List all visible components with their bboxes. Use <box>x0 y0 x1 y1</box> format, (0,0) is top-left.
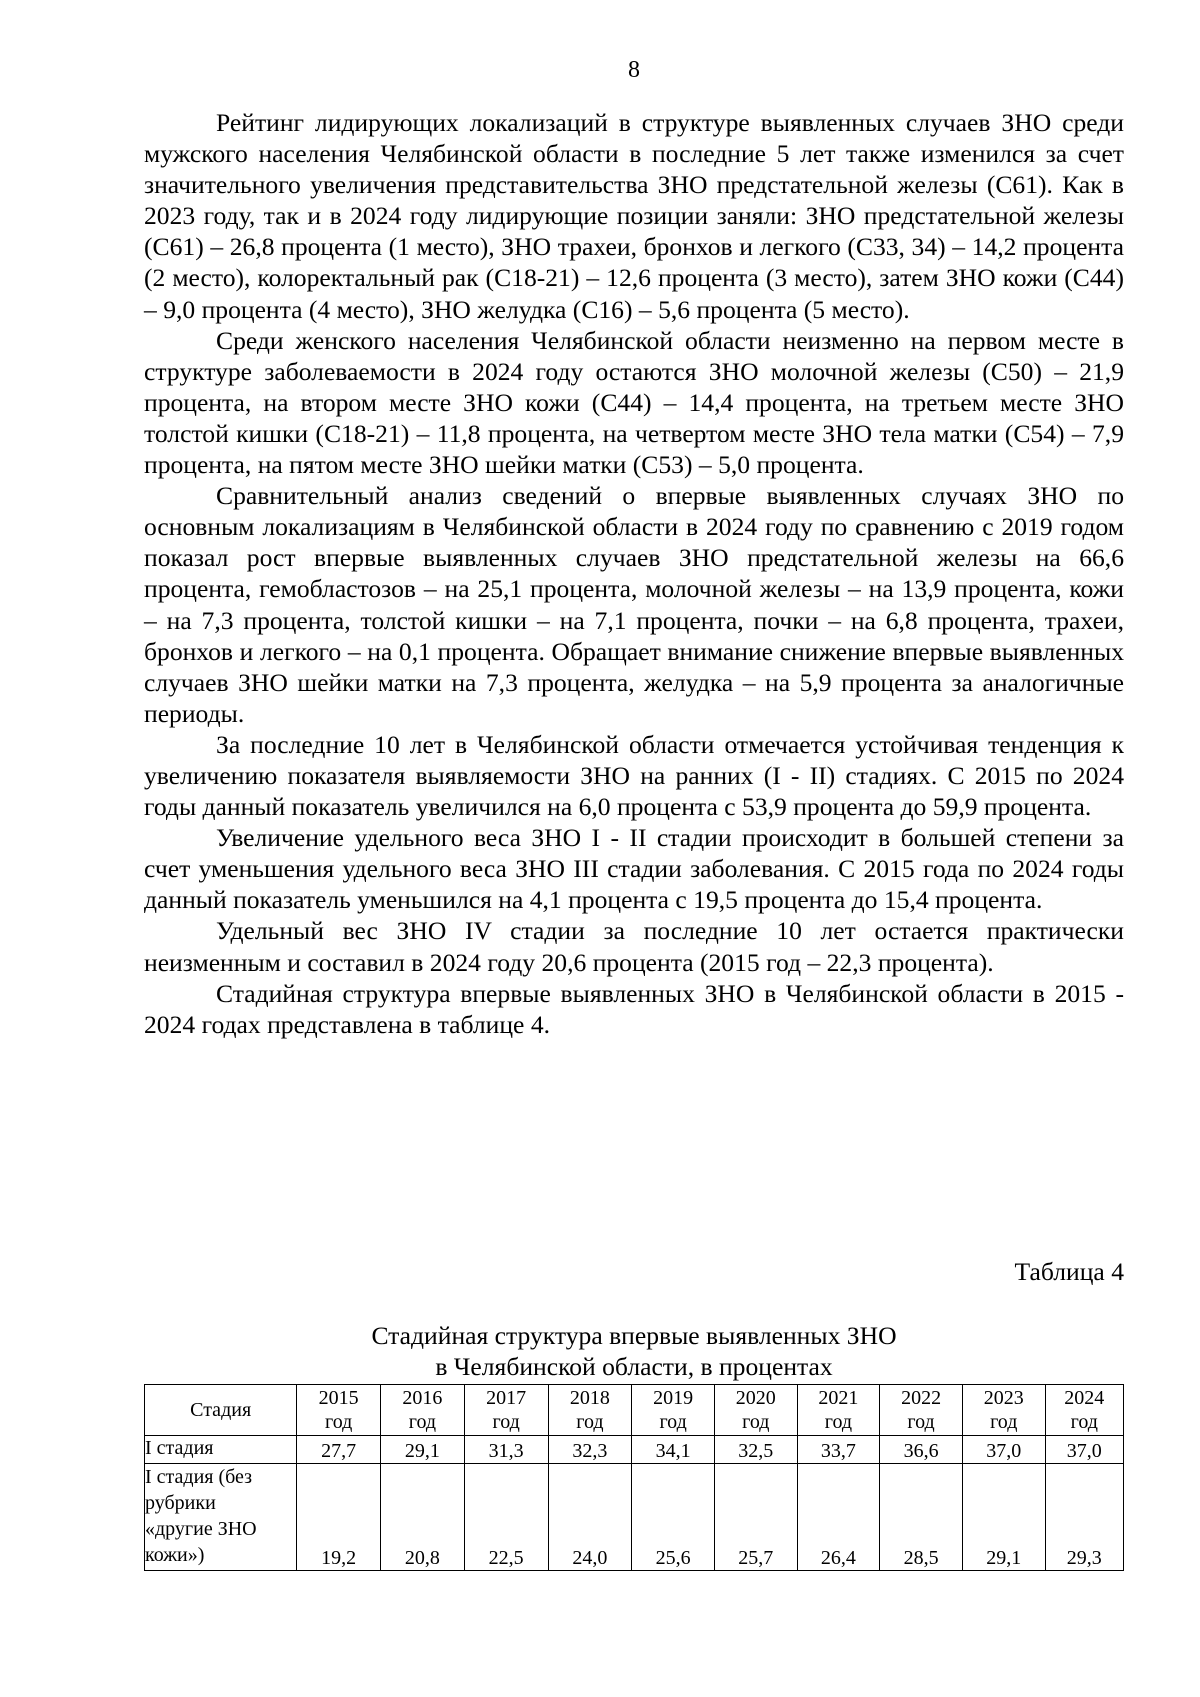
paragraph-early-stage-trend: За последние 10 лет в Челябинской области отмечается устойчивая тенденция к увеличению показателя выявляемости ЗНО на ранних (I - II) стадиях. С 2015 по 2024 годы данный показатель увеличился на 6,0 процента с 53,9 процента до 59,9 процента. <box>144 729 1124 822</box>
table-cell: 29,1 <box>381 1436 465 1464</box>
header-year <box>464 1385 548 1436</box>
header-year <box>381 1385 465 1436</box>
header-year-unit: год <box>907 1411 935 1433</box>
header-year-value: 2024 <box>1064 1387 1105 1409</box>
table-cell: 34,1 <box>632 1436 715 1464</box>
paragraph-comparative-analysis: Сравнительный анализ сведений о впервые выявленных случаях ЗНО по основным локализациям в Челябинской области в 2024 году по сравнению с 2019 годом показал рост впервые выявленных случаев ЗНО предстательной железы на 66,6 процента, гемобластозов – на 25,1 процента, молочной железы – на 13,9 процента, кожи – на 7,3 процента, толстой кишки – на 7,1 процента, почки – на 6,8 процента, трахеи, бронхов и легкого – на 0,1 процента. Обращает внимание снижение впервые выявленных случаев ЗНО шейки матки на 7,3 процента, желудка – на 5,9 процента за аналогичные периоды. <box>144 481 1124 728</box>
row-stage-label: I стадия <box>145 1436 297 1464</box>
table-row <box>145 1436 1124 1464</box>
header-year-value: 2016 <box>402 1387 443 1409</box>
table-cell: 20,8 <box>381 1464 465 1571</box>
header-year-value: 2015 <box>318 1387 359 1409</box>
paragraph-stage-four-share: Удельный вес ЗНО IV стадии за последние 10 лет остается практически неизменным и составил в 2024 году 20,6 процента (2015 год – 22,3 процента). <box>144 916 1124 977</box>
table-cell: 37,0 <box>962 1436 1045 1464</box>
header-year-unit: год <box>408 1411 437 1433</box>
table-cell: 33,7 <box>797 1436 880 1464</box>
table-title <box>144 1320 1124 1382</box>
header-stage: Стадия <box>145 1385 297 1436</box>
table-row <box>145 1464 1124 1571</box>
row-stage-label-line: рубрики <box>145 1492 216 1514</box>
table-cell: 32,5 <box>714 1436 797 1464</box>
table-cell: 37,0 <box>1045 1436 1123 1464</box>
table-cell: 25,6 <box>632 1464 715 1571</box>
table-cell: 26,4 <box>797 1464 880 1571</box>
header-year-value: 2023 <box>983 1387 1024 1409</box>
table-cell: 22,5 <box>464 1464 548 1571</box>
header-year <box>797 1385 880 1436</box>
header-year-value: 2021 <box>818 1387 859 1409</box>
header-year <box>632 1385 715 1436</box>
table-cell: 28,5 <box>880 1464 963 1571</box>
row-stage-label <box>145 1464 297 1571</box>
header-year <box>962 1385 1045 1436</box>
table-cell: 29,3 <box>1045 1464 1123 1571</box>
header-year-unit: год <box>742 1411 770 1433</box>
header-year-unit: год <box>492 1411 520 1433</box>
header-year-value: 2017 <box>486 1387 527 1409</box>
row-stage-label-line: «другие ЗНО <box>145 1518 257 1540</box>
table-cell: 25,7 <box>714 1464 797 1571</box>
header-year <box>880 1385 963 1436</box>
header-year <box>548 1385 632 1436</box>
header-year-unit: год <box>990 1411 1018 1433</box>
header-year-value: 2022 <box>901 1387 942 1409</box>
paragraph-female-ranking: Среди женского населения Челябинской области неизменно на первом месте в структуре заболеваемости в 2024 году остаются ЗНО молочной железы (С50) – 21,9 процента, на втором месте ЗНО кожи (С44) – 14,4 процента, на третьем месте ЗНО толстой кишки (С18-21) – 11,8 процента, на четвертом месте ЗНО тела матки (С54) – 7,9 процента, на пятом месте ЗНО шейки матки (С53) – 5,0 процента. <box>144 325 1124 480</box>
table-cell: 31,3 <box>464 1436 548 1464</box>
header-year-value: 2019 <box>653 1387 694 1409</box>
table-header-row <box>145 1385 1124 1436</box>
header-year <box>1045 1385 1123 1436</box>
table-cell: 36,6 <box>880 1436 963 1464</box>
page-number: 8 <box>628 57 640 83</box>
table-title-line-2: в Челябинской области, в процентах <box>435 1352 833 1381</box>
header-year <box>714 1385 797 1436</box>
table-cell: 32,3 <box>548 1436 632 1464</box>
table-label: Таблица 4 <box>1014 1257 1124 1286</box>
table-cell: 19,2 <box>297 1464 381 1571</box>
header-year <box>297 1385 381 1436</box>
paragraph-table-reference: Стадийная структура впервые выявленных ЗНО в Челябинской области в 2015 - 2024 годах представлена в таблице 4. <box>144 978 1124 1039</box>
header-year-unit: год <box>576 1411 604 1433</box>
header-year-value: 2020 <box>735 1387 776 1409</box>
header-year-value: 2018 <box>569 1387 610 1409</box>
table-cell: 27,7 <box>297 1436 381 1464</box>
paragraph-male-ranking: Рейтинг лидирующих локализаций в структуре выявленных случаев ЗНО среди мужского населения Челябинской области в последние 5 лет также изменился за счет значительного увеличения представительства ЗНО предстательной железы (С61). Как в 2023 году, так и в 2024 году лидирующие позиции заняли: ЗНО предстательной железы (С61) – 26,8 процента (1 место), ЗНО трахеи, бронхов и легкого (С33, 34) – 14,2 процента (2 место), колоректальный рак (С18-21) – 12,6 процента (3 место), затем ЗНО кожи (С44) – 9,0 процента (4 место), ЗНО желудка (С16) – 5,6 процента (5 место). <box>144 108 1124 324</box>
row-stage-label-line: I стадия (без <box>145 1466 253 1488</box>
row-stage-label-line: кожи») <box>145 1544 205 1566</box>
paragraph-stage-three-share: Увеличение удельного веса ЗНО I - II стадии происходит в большей степени за счет уменьшения удельного веса ЗНО III стадии заболевания. С 2015 года по 2024 годы данный показатель уменьшился на 4,1 процента с 19,5 процента до 15,4 процента. <box>144 823 1124 915</box>
header-year-unit: год <box>1070 1411 1098 1433</box>
header-year-unit: год <box>824 1411 853 1433</box>
stage-structure-table <box>144 1384 1124 1571</box>
body-text <box>144 107 1124 1040</box>
header-year-unit: год <box>659 1411 687 1433</box>
table-title-line-1: Стадийная структура впервые выявленных ЗНО <box>371 1321 897 1350</box>
header-year-unit: год <box>325 1411 353 1433</box>
table-cell: 24,0 <box>548 1464 632 1571</box>
table-cell: 29,1 <box>962 1464 1045 1571</box>
